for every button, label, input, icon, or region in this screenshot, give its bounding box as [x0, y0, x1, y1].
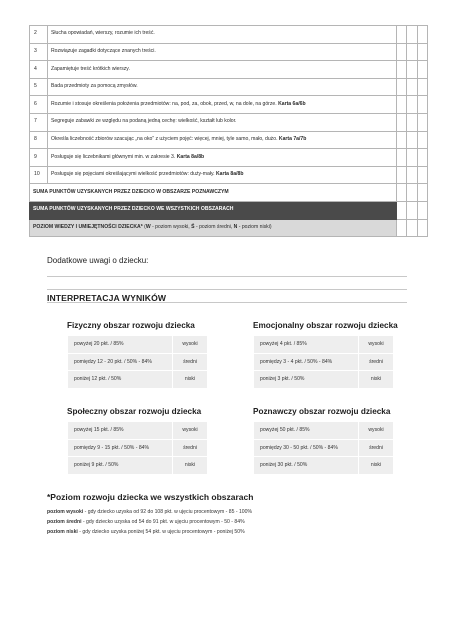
table-row — [254, 439, 394, 457]
legend-low: poziom niski - gdy dziecko uzyska poniżej 54 pkt. w ujęciu procentowym - poniżej 50% — [47, 529, 245, 535]
table-row — [68, 439, 208, 457]
range-cell: pomiędzy 9 - 15 pkt. / 50% - 84% — [68, 439, 173, 457]
table-row — [30, 78, 428, 96]
level-cell: niski — [359, 371, 394, 389]
level-cell: niski — [359, 457, 394, 475]
card-reference: Karta 8a/8b — [215, 171, 244, 178]
score-cell-n[interactable] — [417, 96, 428, 114]
score-cell-s[interactable] — [407, 131, 418, 149]
level-cell: średni — [359, 439, 394, 457]
table-row — [254, 457, 394, 475]
remarks-line[interactable] — [47, 276, 407, 277]
row-number: 10 — [30, 166, 48, 184]
score-cell-s[interactable] — [407, 61, 418, 79]
social-area-block — [67, 407, 208, 475]
table-row — [30, 61, 428, 79]
emotional-area-block — [253, 321, 398, 389]
legend-high: poziom wysoki - gdy dziecko uzyska od 92 do 108 pkt. w ujęciu procentowym - 85 - 100% — [47, 509, 252, 515]
table-row — [68, 422, 208, 440]
score-cell-n[interactable] — [417, 184, 428, 202]
interpretation-title: INTERPRETACJA WYNIKÓW — [47, 293, 167, 303]
card-reference: Karta 7a/7b — [278, 135, 307, 142]
sum-all-row — [30, 201, 428, 219]
score-cell-n[interactable] — [417, 43, 428, 61]
table-row — [254, 371, 394, 389]
range-cell: powyżej 4 pkt. / 85% — [254, 336, 359, 354]
overall-level-title: *Poziom rozwoju dziecka we wszystkich obszarach — [47, 492, 254, 502]
score-cell-s[interactable] — [407, 184, 418, 202]
table-row — [68, 371, 208, 389]
table-row — [68, 457, 208, 475]
table-row — [68, 353, 208, 371]
score-cell-w[interactable] — [396, 78, 407, 96]
row-text: Rozwiązuje zagadki dotyczące znanych treści. — [48, 43, 397, 61]
score-cell-w[interactable] — [396, 166, 407, 184]
score-cell-w[interactable] — [396, 149, 407, 167]
score-cell-s[interactable] — [407, 43, 418, 61]
legend-medium: poziom średni - gdy dziecko uzyska od 54 do 91 pkt. w ujęciu procentowym - 50 - 84% — [47, 519, 245, 525]
score-cell-s[interactable] — [407, 26, 418, 44]
block-title: Społeczny obszar rozwoju dziecka — [67, 407, 202, 416]
row-number: 6 — [30, 96, 48, 114]
card-reference: Karta 6a/6b — [278, 100, 306, 107]
level-cell: średni — [173, 353, 208, 371]
score-ranges-table — [253, 421, 394, 475]
assessment-table — [29, 25, 428, 237]
range-cell: poniżej 30 pkt. / 50% — [254, 457, 359, 475]
row-number: 2 — [30, 26, 48, 44]
row-number: 7 — [30, 113, 48, 131]
level-cell: niski — [173, 457, 208, 475]
score-cell-w[interactable] — [396, 61, 407, 79]
level-cell: wysoki — [173, 336, 208, 354]
table-row — [30, 26, 428, 44]
score-ranges-table — [67, 335, 208, 389]
cognitive-area-block — [253, 407, 394, 475]
row-text: Rozumie i stosuje określenia położenia przedmiotów: na, pod, za, obok, przed, w, na dole, na górze. Karta 6a/6b — [48, 96, 397, 114]
sum-all-label: SUMA PUNKTÓW UZYSKANYCH PRZEZ DZIECKO WE WSZYSTKICH OBSZARACH — [30, 201, 397, 219]
table-row — [30, 113, 428, 131]
level-cell: wysoki — [359, 336, 394, 354]
score-cell-n[interactable] — [417, 131, 428, 149]
level-cell: niski — [173, 371, 208, 389]
row-number: 9 — [30, 149, 48, 167]
row-number: 4 — [30, 61, 48, 79]
level-cell: wysoki — [173, 422, 208, 440]
score-cell-s[interactable] — [407, 96, 418, 114]
row-text: Bada przedmioty za pomocą zmysłów. — [48, 78, 397, 96]
score-cell-s[interactable] — [407, 113, 418, 131]
block-title: Poznawczy obszar rozwoju dziecka — [253, 407, 391, 416]
range-cell: pomiędzy 30 - 50 pkt. / 50% - 84% — [254, 439, 359, 457]
block-title: Emocjonalny obszar rozwoju dziecka — [253, 321, 398, 330]
score-cell-w[interactable] — [396, 26, 407, 44]
range-cell: poniżej 3 pkt. / 50% — [254, 371, 359, 389]
score-cell-s[interactable] — [407, 78, 418, 96]
range-cell: powyżej 50 pkt. / 85% — [254, 422, 359, 440]
level-row — [30, 219, 428, 237]
score-cell-s[interactable] — [407, 201, 418, 219]
score-cell-n[interactable] — [417, 149, 428, 167]
level-cell: średni — [173, 439, 208, 457]
row-number: 5 — [30, 78, 48, 96]
row-text: Określa liczebność zbiorów szacując „na oko” z użyciem pojęć: więcej, mniej, tyle samo, mało, dużo. Karta 7a/7b — [48, 131, 397, 149]
range-cell: pomiędzy 12 - 20 pkt. / 50% - 84% — [68, 353, 173, 371]
level-label: POZIOM WIEDZY I UMIEJĘTNOŚCI DZIECKA* (W - poziom wysoki, Ś - poziom średni, N - poziom niski) — [30, 219, 397, 237]
score-cell-w[interactable] — [396, 184, 407, 202]
score-cell-n[interactable] — [417, 219, 428, 237]
table-row — [30, 166, 428, 184]
score-cell-s[interactable] — [407, 149, 418, 167]
row-text: Segreguje zabawki ze względu na podaną jedną cechę: wielkość, kształt lub kolor. — [48, 113, 397, 131]
remarks-line[interactable] — [47, 289, 407, 290]
sum-area-label: SUMA PUNKTÓW UZYSKANYCH PRZEZ DZIECKO W OBSZARZE POZNAWCZYM — [30, 184, 397, 202]
score-cell-w[interactable] — [396, 219, 407, 237]
range-cell: powyżej 15 pkt. / 85% — [68, 422, 173, 440]
range-cell: powyżej 20 pkt. / 85% — [68, 336, 173, 354]
level-cell: wysoki — [359, 422, 394, 440]
score-cell-n[interactable] — [417, 113, 428, 131]
score-ranges-table — [67, 421, 208, 475]
score-ranges-table — [253, 335, 394, 389]
row-number: 8 — [30, 131, 48, 149]
table-row — [30, 149, 428, 167]
row-text: Posługuje się pojęciami określającymi wielkość przedmiotów: duży-mały. Karta 8a/8b — [48, 166, 397, 184]
score-cell-s[interactable] — [407, 166, 418, 184]
card-reference: Karta 8a/8b — [176, 153, 205, 160]
range-cell: poniżej 12 pkt. / 50% — [68, 371, 173, 389]
physical-area-block — [67, 321, 208, 389]
sum-area-row — [30, 184, 428, 202]
score-cell-n[interactable] — [417, 201, 428, 219]
score-cell-n[interactable] — [417, 78, 428, 96]
table-row — [30, 43, 428, 61]
score-cell-w[interactable] — [396, 96, 407, 114]
table-row — [68, 336, 208, 354]
score-cell-s[interactable] — [407, 219, 418, 237]
row-number: 3 — [30, 43, 48, 61]
score-cell-n[interactable] — [417, 26, 428, 44]
table-row — [254, 422, 394, 440]
score-cell-n[interactable] — [417, 61, 428, 79]
score-cell-n[interactable] — [417, 166, 428, 184]
score-cell-w[interactable] — [396, 113, 407, 131]
table-row — [254, 336, 394, 354]
table-row — [30, 131, 428, 149]
row-text: Posługuje się liczebnikami głównymi min. w zakresie 3. Karta 8a/8b — [48, 149, 397, 167]
row-text: Zapamiętuje treść krótkich wierszy. — [48, 61, 397, 79]
range-cell: pomiędzy 3 - 4 pkt. / 50% - 84% — [254, 353, 359, 371]
level-cell: średni — [359, 353, 394, 371]
score-cell-w[interactable] — [396, 43, 407, 61]
block-title: Fizyczny obszar rozwoju dziecka — [67, 321, 195, 330]
score-cell-w[interactable] — [396, 131, 407, 149]
row-text: Słucha opowiadań, wierszy, rozumie ich treść. — [48, 26, 397, 44]
remarks-title: Dodatkowe uwagi o dziecku: — [47, 256, 149, 265]
range-cell: poniżej 9 pkt. / 50% — [68, 457, 173, 475]
score-cell-w[interactable] — [396, 201, 407, 219]
table-row — [30, 96, 428, 114]
table-row — [254, 353, 394, 371]
